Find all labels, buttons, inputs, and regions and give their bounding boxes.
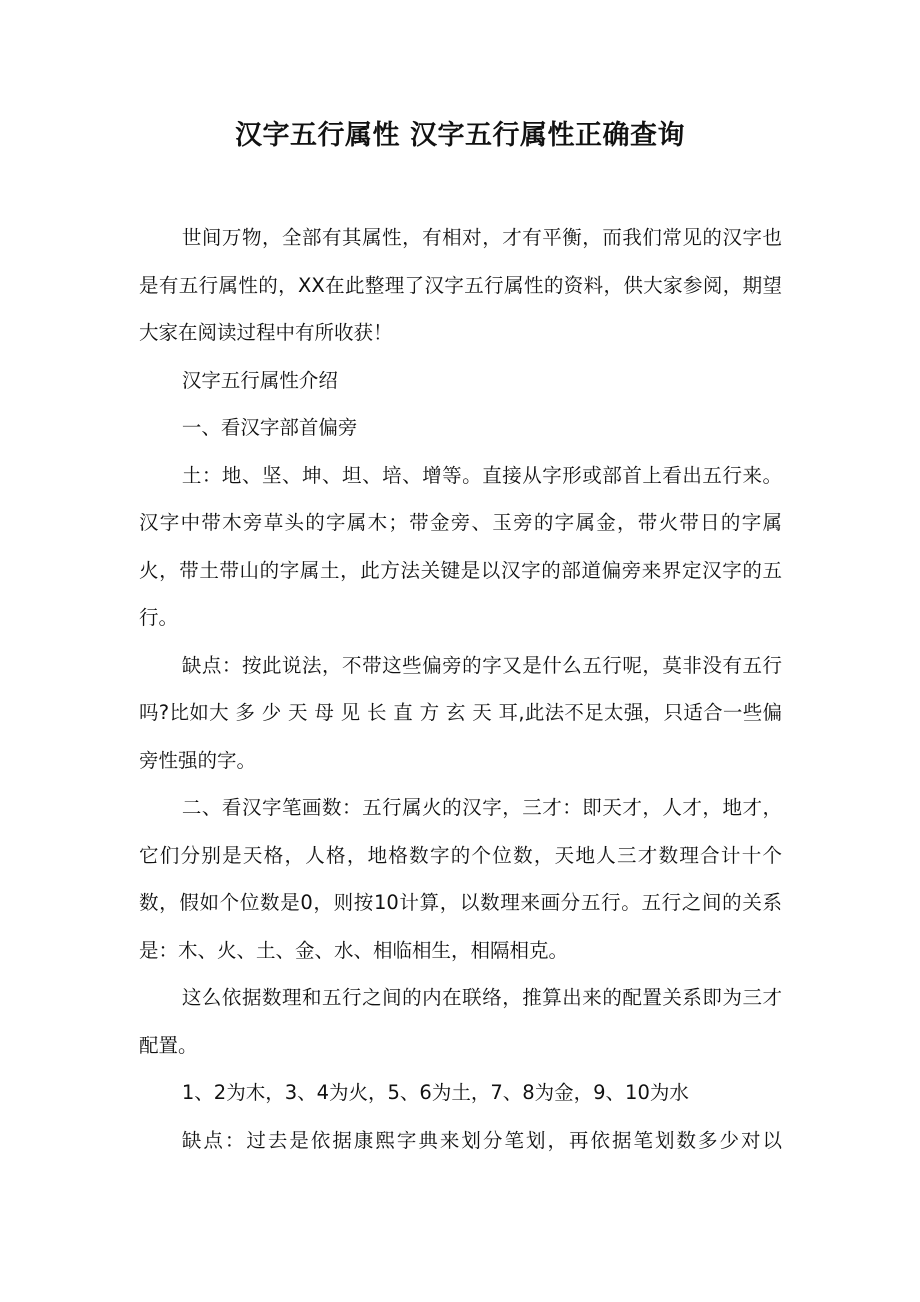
section-heading: 汉字五行属性介绍	[181, 368, 338, 392]
paragraph-strokes: 二、看汉字笔画数：五行属火的汉字，三才：即天才，人才，地才，它们分别是天格，人格，地格数字的个位数，天地人三才数理合计十个数，假如个位数是0，则按10计算，以数理来画分五行。五行之间的关系是：木、火、土、金、水、相临相生，相隔相克。	[139, 796, 782, 962]
paragraph-sancai: 这么依据数理和五行之间的内在联络，推算出来的配置关系即为三才配置。	[139, 986, 782, 1057]
paragraph-number-mapping: 1、2为木，3、4为火，5、6为土，7、8为金，9、10为水	[181, 1081, 689, 1104]
paragraph-strokes-drawback: 缺点：过去是依据康熙字典来划分笔划，再依据笔划数多少对以	[181, 1128, 782, 1152]
paragraph-intro: 世间万物，全部有其属性，有相对，才有平衡，而我们常见的汉字也是有五行属性的，XX在此整理了汉字五行属性的资料，供大家参阅，期望大家在阅读过程中有所收获！	[139, 226, 782, 344]
subheading-radicals: 一、看汉字部首偏旁	[181, 416, 358, 439]
paragraph-radicals-drawback: 缺点：按此说法，不带这些偏旁的字又是什么五行呢，莫非没有五行吗?比如大 多 少 天 母 见 长 直 方 玄 天 耳,此法不足太强，只适合一些偏旁性强的字。	[139, 653, 782, 772]
paragraph-radicals: 土：地、坚、坤、坦、培、增等。直接从字形或部首上看出五行来。汉字中带木旁草头的字属木；带金旁、玉旁的字属金，带火带日的字属火，带土带山的字属土，此方法关键是以汉字的部道偏旁来界定汉字的五行。	[139, 463, 782, 629]
page-title: 汉字五行属性 汉字五行属性正确查询	[235, 120, 685, 151]
document-body	[139, 214, 782, 1164]
